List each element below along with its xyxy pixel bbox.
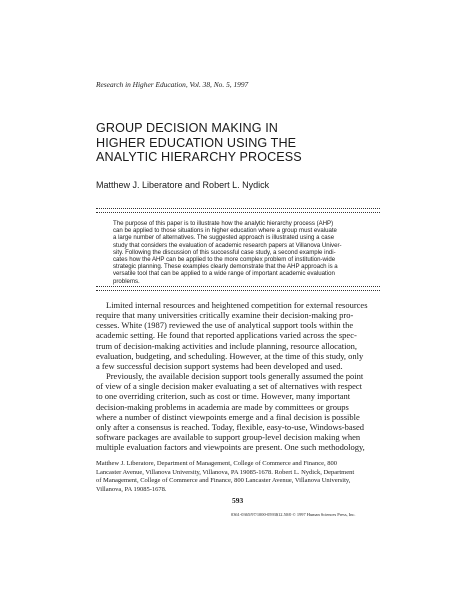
body-line: Limited internal resources and heightened competition for external resources bbox=[106, 300, 368, 310]
abstract-line: can be applied to those situations in higher education where a group must evaluate bbox=[113, 227, 337, 235]
article-title bbox=[96, 121, 396, 165]
copyright-line: 0361-0365/97/1000-0593$12.50/0 © 1997 Human Sciences Press, Inc. bbox=[231, 512, 356, 517]
footnote-line: Lancaster Avenue, Villanova University, Villanova, PA 19085-1678. Robert L. Nydick, Department bbox=[96, 468, 355, 476]
abstract-line: a large number of alternatives. The suggested approach is illustrated using a case bbox=[113, 234, 335, 242]
abstract-bottom-rule bbox=[96, 286, 380, 291]
body-line: evaluation, budgeting, and scheduling. However, at the time of this study, only bbox=[96, 350, 364, 361]
body-line: to one overriding criterion, such as cost or time. However, many important bbox=[96, 391, 351, 402]
body-line: of view of a single decision maker evaluating a set of alternatives with respect bbox=[96, 381, 363, 392]
body-line: decision-making problems in academia are made by committees or groups bbox=[96, 401, 349, 412]
abstract-line: study that considers the evaluation of academic research papers at Villanova Univer- bbox=[113, 241, 342, 249]
footnote-line: Matthew J. Liberatore, Department of Management, College of Commerce and Finance, 800 bbox=[96, 460, 337, 467]
body-line: a few successful decision support systems had been developed and used. bbox=[96, 360, 343, 371]
footnote bbox=[96, 460, 396, 494]
footnote-line: of Management, College of Commerce and Finance, 800 Lancaster Avenue, Villanova University, bbox=[96, 477, 351, 485]
body-line: require that many universities critically examine their decision-making pro- bbox=[96, 310, 354, 321]
abstract-line: strategic planning. These examples clearly demonstrate that the AHP approach is a bbox=[113, 263, 338, 271]
abstract-top-rule bbox=[96, 208, 380, 213]
abstract-line: sity. Following the discussion of this successful case study, a second example indi- bbox=[113, 248, 336, 256]
body-text bbox=[96, 300, 396, 452]
body-line: trum of decision-making activities and include planning, resource allocation, bbox=[96, 340, 358, 351]
title-line: HIGHER EDUCATION USING THE bbox=[96, 135, 297, 150]
footnote-line: Villanova, PA 19085-1678. bbox=[96, 485, 167, 493]
authors: Matthew J. Liberatore and Robert L. Nydick bbox=[96, 180, 270, 190]
body-line: Previously, the available decision support tools generally assumed the point bbox=[106, 371, 364, 382]
body-line: where a number of distinct viewpoints emerge and a final decision is possible bbox=[96, 411, 360, 422]
abstract-line: problems. bbox=[113, 277, 140, 285]
abstract-line: cates how the AHP can be applied to the more complex problem of institution-wide bbox=[113, 256, 336, 264]
body-line: academic setting. He found that reported applications varied across the spec- bbox=[96, 330, 357, 341]
body-line: only after a consensus is reached. Today, flexible, easy-to-use, Windows-based bbox=[96, 421, 364, 432]
body-line: multiple evaluation factors and viewpoints are present. One such methodology, bbox=[96, 442, 365, 453]
page-number: 593 bbox=[232, 496, 244, 505]
journal-citation: Research in Higher Education, Vol. 38, No. 5, 1997 bbox=[96, 80, 249, 89]
title-line: GROUP DECISION MAKING IN bbox=[96, 121, 279, 135]
title-line: ANALYTIC HIERARCHY PROCESS bbox=[96, 150, 302, 165]
body-line: cesses. White (1987) reviewed the use of analytical support tools within the bbox=[96, 320, 354, 331]
abstract-line: versatile tool that can be applied to a wide range of important academic evaluation bbox=[113, 270, 335, 278]
abstract bbox=[113, 220, 375, 285]
body-line: software packages are available to support group-level decision making when bbox=[96, 432, 361, 443]
abstract-line: The purpose of this paper is to illustrate how the analytic hierarchy process (AHP) bbox=[113, 220, 334, 227]
